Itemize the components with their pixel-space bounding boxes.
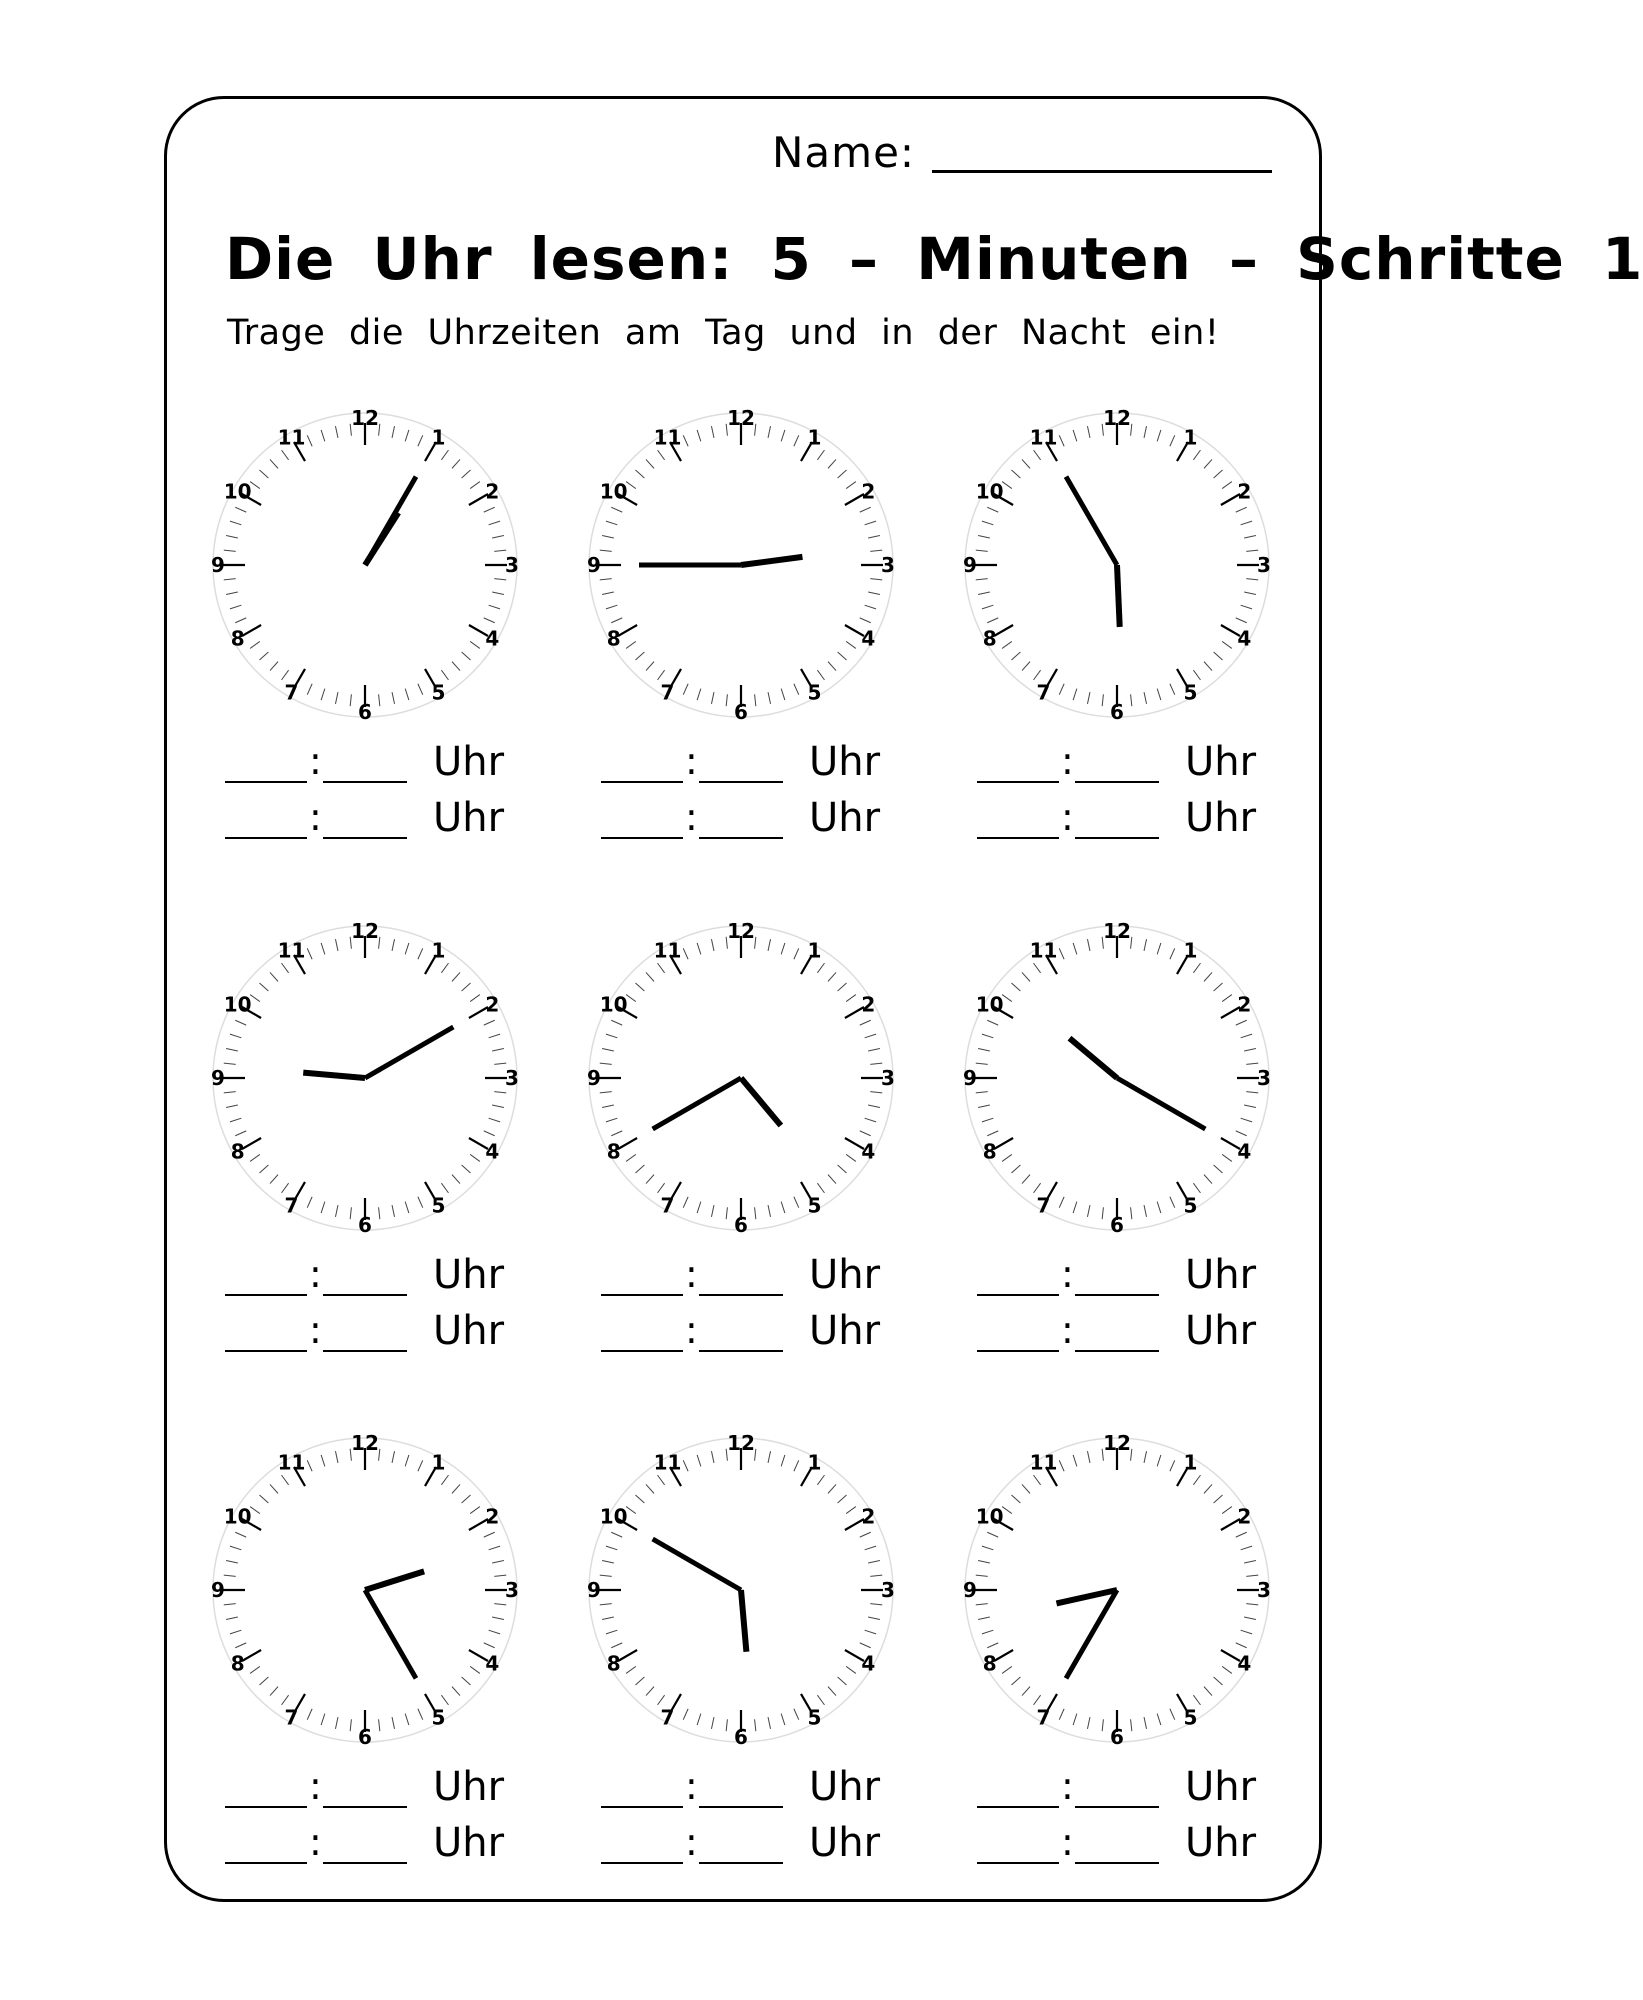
dial-number-7: 7 — [660, 1193, 675, 1218]
unit-label: Uhr — [433, 1308, 505, 1354]
hour-blank[interactable] — [601, 837, 683, 839]
hour-blank[interactable] — [977, 781, 1059, 783]
dial-number-3: 3 — [505, 553, 519, 577]
dial-number-11: 11 — [1029, 938, 1058, 963]
time-colon: : — [309, 1764, 322, 1808]
dial-number-9: 9 — [211, 553, 225, 577]
answer-line-9-night[interactable] — [977, 1820, 1267, 1874]
unit-label: Uhr — [1185, 739, 1257, 785]
dial-number-8: 8 — [230, 1139, 245, 1164]
dial-number-8: 8 — [606, 1139, 621, 1164]
dial-number-12: 12 — [1103, 919, 1131, 943]
time-colon: : — [1061, 739, 1074, 783]
unit-label: Uhr — [433, 1764, 505, 1810]
dial-number-5: 5 — [431, 1193, 446, 1218]
hour-blank[interactable] — [225, 1862, 307, 1864]
minute-blank[interactable] — [699, 1862, 783, 1864]
dial-number-6: 6 — [734, 1213, 748, 1237]
hour-blank[interactable] — [601, 1350, 683, 1352]
hour-blank[interactable] — [225, 781, 307, 783]
dial-number-4: 4 — [485, 1139, 500, 1164]
dial-number-10: 10 — [223, 1504, 252, 1529]
dial-number-11: 11 — [653, 938, 682, 963]
minute-blank[interactable] — [699, 781, 783, 783]
hour-blank[interactable] — [225, 1294, 307, 1296]
answer-line-5-day[interactable] — [601, 1252, 891, 1306]
minute-blank[interactable] — [1075, 1862, 1159, 1864]
dial-number-6: 6 — [734, 1725, 748, 1749]
worksheet-title: Die Uhr lesen: 5 – Minuten – Schritte 1 — [225, 225, 1643, 293]
answer-line-7-night[interactable] — [225, 1820, 515, 1874]
clock-face-4 — [210, 919, 520, 1237]
name-input-line[interactable] — [932, 170, 1272, 173]
dial-number-7: 7 — [284, 680, 299, 705]
time-colon: : — [1061, 1308, 1074, 1352]
hour-blank[interactable] — [601, 1806, 683, 1808]
minute-blank[interactable] — [699, 837, 783, 839]
minute-blank[interactable] — [1075, 1294, 1159, 1296]
dial-number-3: 3 — [881, 553, 895, 577]
minute-blank[interactable] — [699, 1294, 783, 1296]
hour-blank[interactable] — [601, 781, 683, 783]
unit-label: Uhr — [1185, 1764, 1257, 1810]
dial-number-10: 10 — [975, 479, 1004, 504]
dial-number-12: 12 — [727, 919, 755, 943]
minute-blank[interactable] — [1075, 1806, 1159, 1808]
unit-label: Uhr — [1185, 1308, 1257, 1354]
dial-number-11: 11 — [653, 425, 682, 450]
dial-number-11: 11 — [1029, 425, 1058, 450]
unit-label: Uhr — [1185, 795, 1257, 841]
answer-line-4-night[interactable] — [225, 1308, 515, 1362]
unit-label: Uhr — [809, 739, 881, 785]
time-colon: : — [685, 795, 698, 839]
time-colon: : — [685, 1764, 698, 1808]
dial-number-1: 1 — [807, 1450, 822, 1475]
dial-number-8: 8 — [982, 626, 997, 651]
hour-blank[interactable] — [977, 837, 1059, 839]
dial-number-4: 4 — [485, 1651, 500, 1676]
minute-blank[interactable] — [1075, 781, 1159, 783]
dial-number-5: 5 — [1183, 680, 1198, 705]
dial-number-2: 2 — [1237, 479, 1252, 504]
unit-label: Uhr — [809, 795, 881, 841]
dial-number-3: 3 — [1257, 1066, 1271, 1090]
dial-number-3: 3 — [1257, 1578, 1271, 1602]
answer-line-7-day[interactable] — [225, 1764, 515, 1818]
dial-number-3: 3 — [881, 1578, 895, 1602]
dial-number-2: 2 — [1237, 1504, 1252, 1529]
dial-number-11: 11 — [277, 425, 306, 450]
time-colon: : — [309, 1252, 322, 1296]
time-colon: : — [309, 1820, 322, 1864]
clock-face-8 — [586, 1431, 896, 1749]
dial-number-10: 10 — [975, 992, 1004, 1017]
time-colon: : — [685, 1820, 698, 1864]
dial-number-10: 10 — [223, 992, 252, 1017]
dial-number-7: 7 — [284, 1705, 299, 1730]
dial-number-6: 6 — [1110, 1725, 1124, 1749]
dial-number-1: 1 — [1183, 425, 1198, 450]
minute-blank[interactable] — [1075, 837, 1159, 839]
dial-number-1: 1 — [1183, 1450, 1198, 1475]
dial-number-5: 5 — [807, 1705, 822, 1730]
answer-line-3-night[interactable] — [977, 795, 1267, 849]
clock-face-3 — [962, 406, 1272, 724]
dial-number-10: 10 — [223, 479, 252, 504]
clock-face-2 — [586, 406, 896, 724]
dial-number-3: 3 — [881, 1066, 895, 1090]
worksheet-instruction: Trage die Uhrzeiten am Tag und in der Nacht ein! — [227, 313, 1220, 353]
dial-number-2: 2 — [861, 479, 876, 504]
dial-number-2: 2 — [485, 1504, 500, 1529]
dial-number-11: 11 — [653, 1450, 682, 1475]
minute-blank[interactable] — [323, 781, 407, 783]
time-colon: : — [1061, 1252, 1074, 1296]
dial-number-7: 7 — [284, 1193, 299, 1218]
hour-blank[interactable] — [601, 1294, 683, 1296]
dial-number-8: 8 — [230, 626, 245, 651]
time-colon: : — [309, 795, 322, 839]
dial-number-4: 4 — [485, 626, 500, 651]
dial-number-5: 5 — [807, 1193, 822, 1218]
dial-number-1: 1 — [807, 425, 822, 450]
answer-line-6-day[interactable] — [977, 1252, 1267, 1306]
dial-number-5: 5 — [431, 680, 446, 705]
unit-label: Uhr — [433, 1820, 505, 1866]
dial-number-11: 11 — [277, 1450, 306, 1475]
unit-label: Uhr — [809, 1764, 881, 1810]
dial-number-12: 12 — [727, 406, 755, 430]
dial-number-4: 4 — [1237, 1651, 1252, 1676]
minute-blank[interactable] — [323, 1294, 407, 1296]
dial-number-1: 1 — [431, 938, 446, 963]
time-colon: : — [685, 1252, 698, 1296]
dial-number-4: 4 — [1237, 1139, 1252, 1164]
answer-line-6-night[interactable] — [977, 1308, 1267, 1362]
minute-blank[interactable] — [323, 1806, 407, 1808]
dial-number-9: 9 — [587, 1578, 601, 1602]
dial-number-9: 9 — [963, 553, 977, 577]
dial-number-2: 2 — [485, 479, 500, 504]
answer-line-1-day[interactable] — [225, 739, 515, 793]
dial-number-8: 8 — [230, 1651, 245, 1676]
unit-label: Uhr — [1185, 1252, 1257, 1298]
hour-blank[interactable] — [977, 1294, 1059, 1296]
minute-blank[interactable] — [323, 1350, 407, 1352]
answer-line-8-night[interactable] — [601, 1820, 891, 1874]
dial-number-10: 10 — [975, 1504, 1004, 1529]
time-colon: : — [309, 739, 322, 783]
dial-number-8: 8 — [982, 1651, 997, 1676]
dial-number-3: 3 — [505, 1066, 519, 1090]
clock-face-6 — [962, 919, 1272, 1237]
hour-blank[interactable] — [601, 1862, 683, 1864]
dial-number-5: 5 — [807, 680, 822, 705]
dial-number-1: 1 — [1183, 938, 1198, 963]
dial-number-4: 4 — [861, 626, 876, 651]
answer-line-9-day[interactable] — [977, 1764, 1267, 1818]
minute-blank[interactable] — [323, 1862, 407, 1864]
answer-line-8-day[interactable] — [601, 1764, 891, 1818]
dial-number-12: 12 — [351, 406, 379, 430]
minute-blank[interactable] — [699, 1806, 783, 1808]
dial-number-9: 9 — [963, 1066, 977, 1090]
clock-face-5 — [586, 919, 896, 1237]
dial-number-12: 12 — [351, 919, 379, 943]
hour-blank[interactable] — [225, 837, 307, 839]
dial-number-7: 7 — [1036, 1193, 1051, 1218]
name-label: Name: — [772, 128, 916, 177]
dial-number-3: 3 — [1257, 553, 1271, 577]
dial-number-12: 12 — [727, 1431, 755, 1455]
dial-number-10: 10 — [599, 1504, 628, 1529]
answer-line-2-night[interactable] — [601, 795, 891, 849]
dial-number-6: 6 — [358, 700, 372, 724]
hour-blank[interactable] — [225, 1806, 307, 1808]
dial-number-7: 7 — [660, 1705, 675, 1730]
answer-line-5-night[interactable] — [601, 1308, 891, 1362]
dial-number-1: 1 — [431, 1450, 446, 1475]
dial-number-5: 5 — [1183, 1705, 1198, 1730]
minute-blank[interactable] — [323, 837, 407, 839]
dial-number-1: 1 — [807, 938, 822, 963]
dial-number-4: 4 — [1237, 626, 1252, 651]
dial-number-9: 9 — [211, 1066, 225, 1090]
dial-number-4: 4 — [861, 1139, 876, 1164]
dial-number-6: 6 — [358, 1213, 372, 1237]
dial-number-6: 6 — [734, 700, 748, 724]
time-colon: : — [1061, 1764, 1074, 1808]
dial-number-5: 5 — [431, 1705, 446, 1730]
dial-number-10: 10 — [599, 992, 628, 1017]
dial-number-10: 10 — [599, 479, 628, 504]
dial-number-12: 12 — [351, 1431, 379, 1455]
dial-number-7: 7 — [1036, 1705, 1051, 1730]
dial-number-9: 9 — [587, 1066, 601, 1090]
minute-blank[interactable] — [1075, 1350, 1159, 1352]
dial-number-6: 6 — [358, 1725, 372, 1749]
dial-number-3: 3 — [505, 1578, 519, 1602]
dial-number-1: 1 — [431, 425, 446, 450]
answer-line-2-day[interactable] — [601, 739, 891, 793]
clock-face-7 — [210, 1431, 520, 1749]
dial-number-12: 12 — [1103, 406, 1131, 430]
dial-number-7: 7 — [1036, 680, 1051, 705]
answer-line-3-day[interactable] — [977, 739, 1267, 793]
unit-label: Uhr — [1185, 1820, 1257, 1866]
hour-blank[interactable] — [225, 1350, 307, 1352]
dial-number-11: 11 — [1029, 1450, 1058, 1475]
dial-number-2: 2 — [861, 1504, 876, 1529]
answer-line-4-day[interactable] — [225, 1252, 515, 1306]
dial-number-6: 6 — [1110, 700, 1124, 724]
dial-number-11: 11 — [277, 938, 306, 963]
hour-blank[interactable] — [977, 1350, 1059, 1352]
dial-number-7: 7 — [660, 680, 675, 705]
unit-label: Uhr — [433, 1252, 505, 1298]
hour-hand — [1117, 565, 1120, 627]
dial-number-2: 2 — [861, 992, 876, 1017]
dial-number-12: 12 — [1103, 1431, 1131, 1455]
dial-number-6: 6 — [1110, 1213, 1124, 1237]
answer-line-1-night[interactable] — [225, 795, 515, 849]
clock-face-1 — [210, 406, 520, 724]
dial-number-8: 8 — [606, 1651, 621, 1676]
unit-label: Uhr — [433, 795, 505, 841]
dial-number-8: 8 — [982, 1139, 997, 1164]
dial-number-5: 5 — [1183, 1193, 1198, 1218]
time-colon: : — [1061, 795, 1074, 839]
dial-number-8: 8 — [606, 626, 621, 651]
dial-number-9: 9 — [963, 1578, 977, 1602]
clock-face-9 — [962, 1431, 1272, 1749]
time-colon: : — [685, 1308, 698, 1352]
time-colon: : — [309, 1308, 322, 1352]
dial-number-9: 9 — [587, 553, 601, 577]
dial-number-2: 2 — [1237, 992, 1252, 1017]
dial-number-9: 9 — [211, 1578, 225, 1602]
hour-blank[interactable] — [977, 1806, 1059, 1808]
dial-number-4: 4 — [861, 1651, 876, 1676]
unit-label: Uhr — [433, 739, 505, 785]
minute-blank[interactable] — [699, 1350, 783, 1352]
hour-blank[interactable] — [977, 1862, 1059, 1864]
unit-label: Uhr — [809, 1252, 881, 1298]
time-colon: : — [1061, 1820, 1074, 1864]
time-colon: : — [685, 739, 698, 783]
unit-label: Uhr — [809, 1308, 881, 1354]
unit-label: Uhr — [809, 1820, 881, 1866]
dial-number-2: 2 — [485, 992, 500, 1017]
